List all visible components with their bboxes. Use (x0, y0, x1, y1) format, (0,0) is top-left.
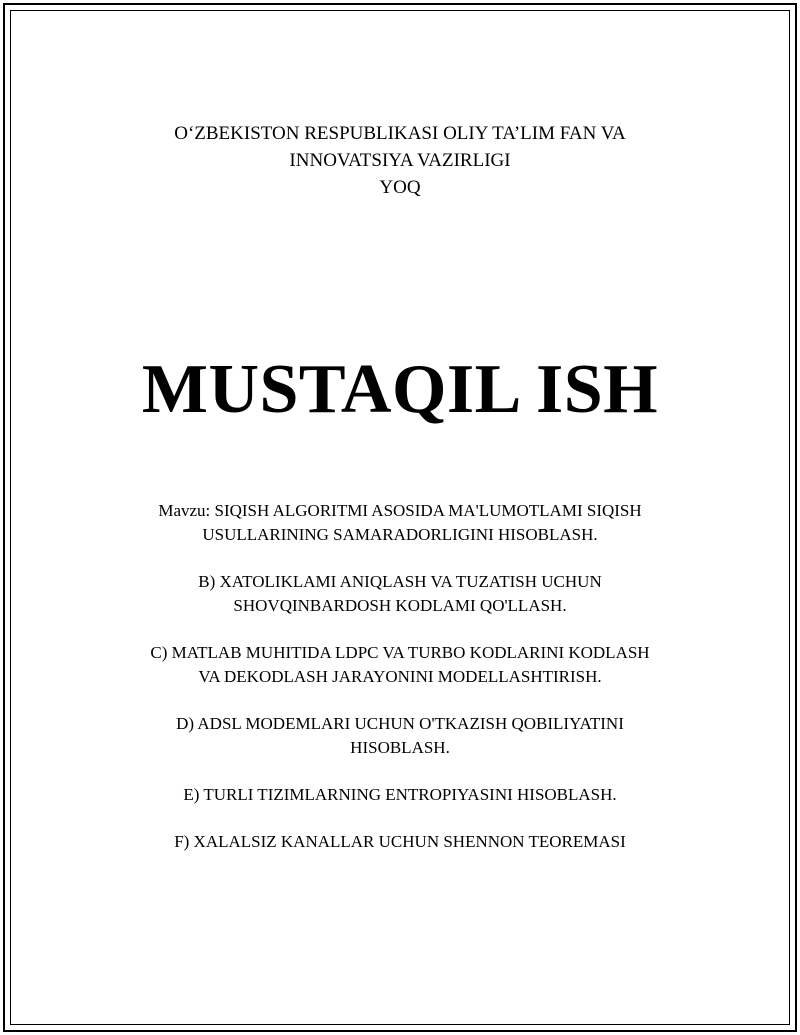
topic-line: F) XALALSIZ KANALLAR UCHUN SHENNON TEOREMASI (174, 832, 626, 851)
institution-abbr: YOQ (379, 177, 421, 198)
topic-line: Mavzu: SIQISH ALGORITMI ASOSIDA MA'LUMOTLAMI SIQISH (158, 501, 642, 520)
topic-item-f (0, 830, 800, 854)
topic-item-c (0, 641, 800, 689)
document-title: MUSTAQIL ISH (141, 351, 659, 428)
topic-line: B) XATOLIKLAMI ANIQLASH VA TUZATISH UCHUN (198, 572, 602, 591)
topics-list (0, 499, 800, 877)
ministry-line-1: O‘ZBEKISTON RESPUBLIKASI OLIY TA’LIM FAN VA (174, 123, 626, 144)
topic-line: SHOVQINBARDOSH KODLAMI QO'LLASH. (233, 596, 567, 615)
topic-line: E) TURLI TIZIMLARNING ENTROPIYASINI HISOBLASH. (183, 785, 617, 804)
topic-item-b (0, 570, 800, 618)
ministry-header (0, 120, 800, 201)
topic-item-d (0, 712, 800, 760)
topic-line: HISOBLASH. (350, 738, 450, 757)
topic-item-e (0, 783, 800, 807)
topic-line: C) MATLAB MUHITIDA LDPC VA TURBO KODLARINI KODLASH (150, 643, 650, 662)
topic-line: VA DEKODLASH JARAYONINI MODELLASHTIRISH. (198, 667, 602, 686)
topic-item-main (0, 499, 800, 547)
ministry-line-2: INNOVATSIYA VAZIRLIGI (289, 150, 511, 171)
topic-line: D) ADSL MODEMLARI UCHUN O'TKAZISH QOBILIYATINI (176, 714, 624, 733)
topic-line: USULLARINING SAMARADORLIGINI HISOBLASH. (202, 525, 598, 544)
